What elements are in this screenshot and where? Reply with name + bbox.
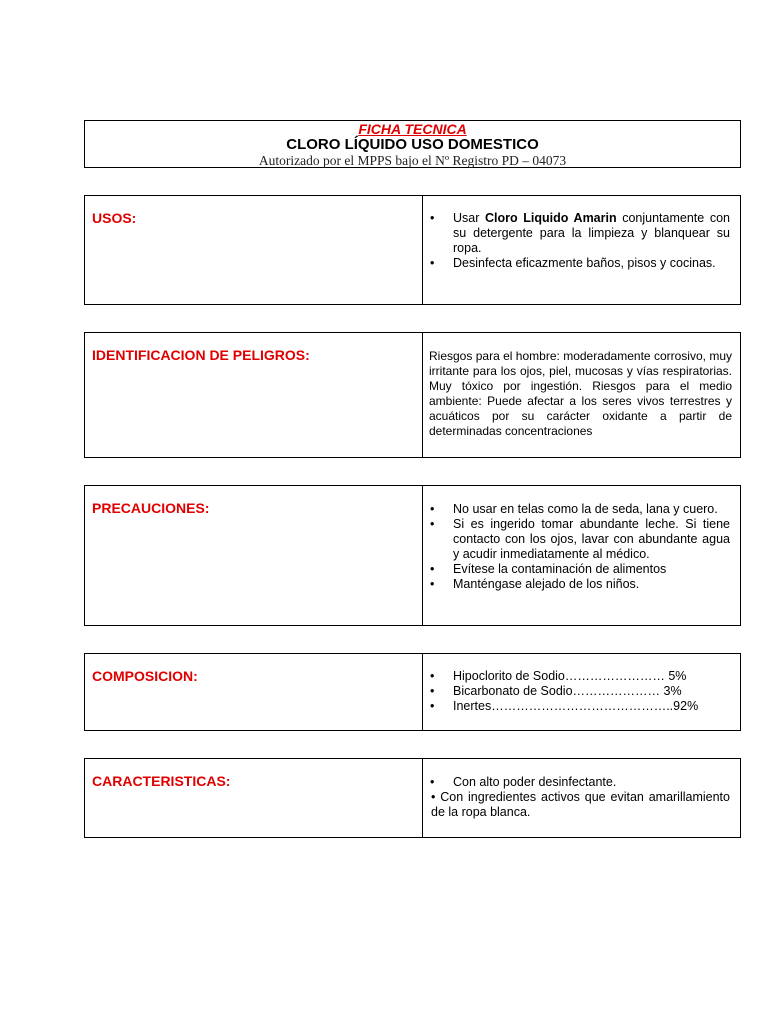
- composicion-list: [431, 669, 730, 714]
- section-label-cell: [85, 654, 423, 730]
- section-label: COMPOSICION:: [92, 668, 198, 684]
- document-title: CLORO LÍQUIDO USO DOMESTICO: [286, 136, 539, 153]
- list-item: • Si es ingerido tomar abundante leche. Si tiene contacto con los ojos, lavar con abundante agua y acudir inmediatamente al médico.: [451, 517, 730, 562]
- section-content-cell: [423, 333, 740, 457]
- list-item: • Desinfecta eficazmente baños, pisos y cocinas.: [451, 256, 730, 271]
- section-precauciones: [84, 485, 741, 626]
- authorization-line: Autorizado por el MPPS bajo el Nº Registro PD – 04073: [258, 153, 567, 168]
- list-item: • Con alto poder desinfectante.: [451, 775, 730, 790]
- text-fragment: Usar: [453, 211, 486, 225]
- section-content-cell: [423, 759, 740, 837]
- text-fragment: conjuntamente con su detergente para la limpieza y blanquear su ropa.: [453, 211, 730, 255]
- section-caracteristicas: [84, 758, 741, 838]
- list-item: • Hipoclorito de Sodio…………………… 5%: [451, 669, 730, 684]
- section-label-cell: [85, 486, 423, 625]
- list-item: • No usar en telas como la de seda, lana y cuero.: [451, 502, 730, 517]
- section-content-cell: [423, 654, 740, 730]
- list-item: • Bicarbonato de Sodio………………… 3%: [451, 684, 730, 699]
- section-composicion: [84, 653, 741, 731]
- list-item: • Evítese la contaminación de alimentos: [451, 562, 730, 577]
- section-label-cell: [85, 333, 423, 457]
- section-content-cell: [423, 196, 740, 304]
- section-label-cell: [85, 759, 423, 837]
- section-label: USOS:: [92, 210, 137, 226]
- section-label: PRECAUCIONES:: [92, 500, 210, 516]
- usos-list: [431, 211, 730, 271]
- caracteristicas-list: [431, 775, 730, 790]
- list-item: • Inertes……………………………………..92%: [451, 699, 730, 714]
- section-label-cell: [85, 196, 423, 304]
- characteristic-line: • Con ingredientes activos que evitan amarillamiento de la ropa blanca.: [431, 790, 730, 819]
- section-label: IDENTIFICACION DE PELIGROS:: [92, 347, 310, 363]
- section-label: CARACTERISTICAS:: [92, 773, 231, 789]
- list-item: [451, 211, 730, 256]
- section-content-cell: [423, 486, 740, 625]
- header-box: [84, 120, 741, 168]
- list-item: • Manténgase alejado de los niños.: [451, 577, 730, 592]
- product-name: Cloro Liquido Amarin: [485, 211, 617, 225]
- hazard-text: Riesgos para el hombre: moderadamente corrosivo, muy irritante para los ojos, piel, mucosas y vías respiratorias. Muy tóxico por ingestión. Riesgos para el medio ambiente: Puede afectar a los seres vivos terrestres y acuáticos por su carácter oxidante a partir de determinadas concentraciones: [429, 349, 732, 438]
- section-usos: [84, 195, 741, 305]
- precauciones-list: [431, 502, 730, 592]
- section-peligros: [84, 332, 741, 458]
- document-kicker: FICHA TECNICA: [358, 121, 467, 137]
